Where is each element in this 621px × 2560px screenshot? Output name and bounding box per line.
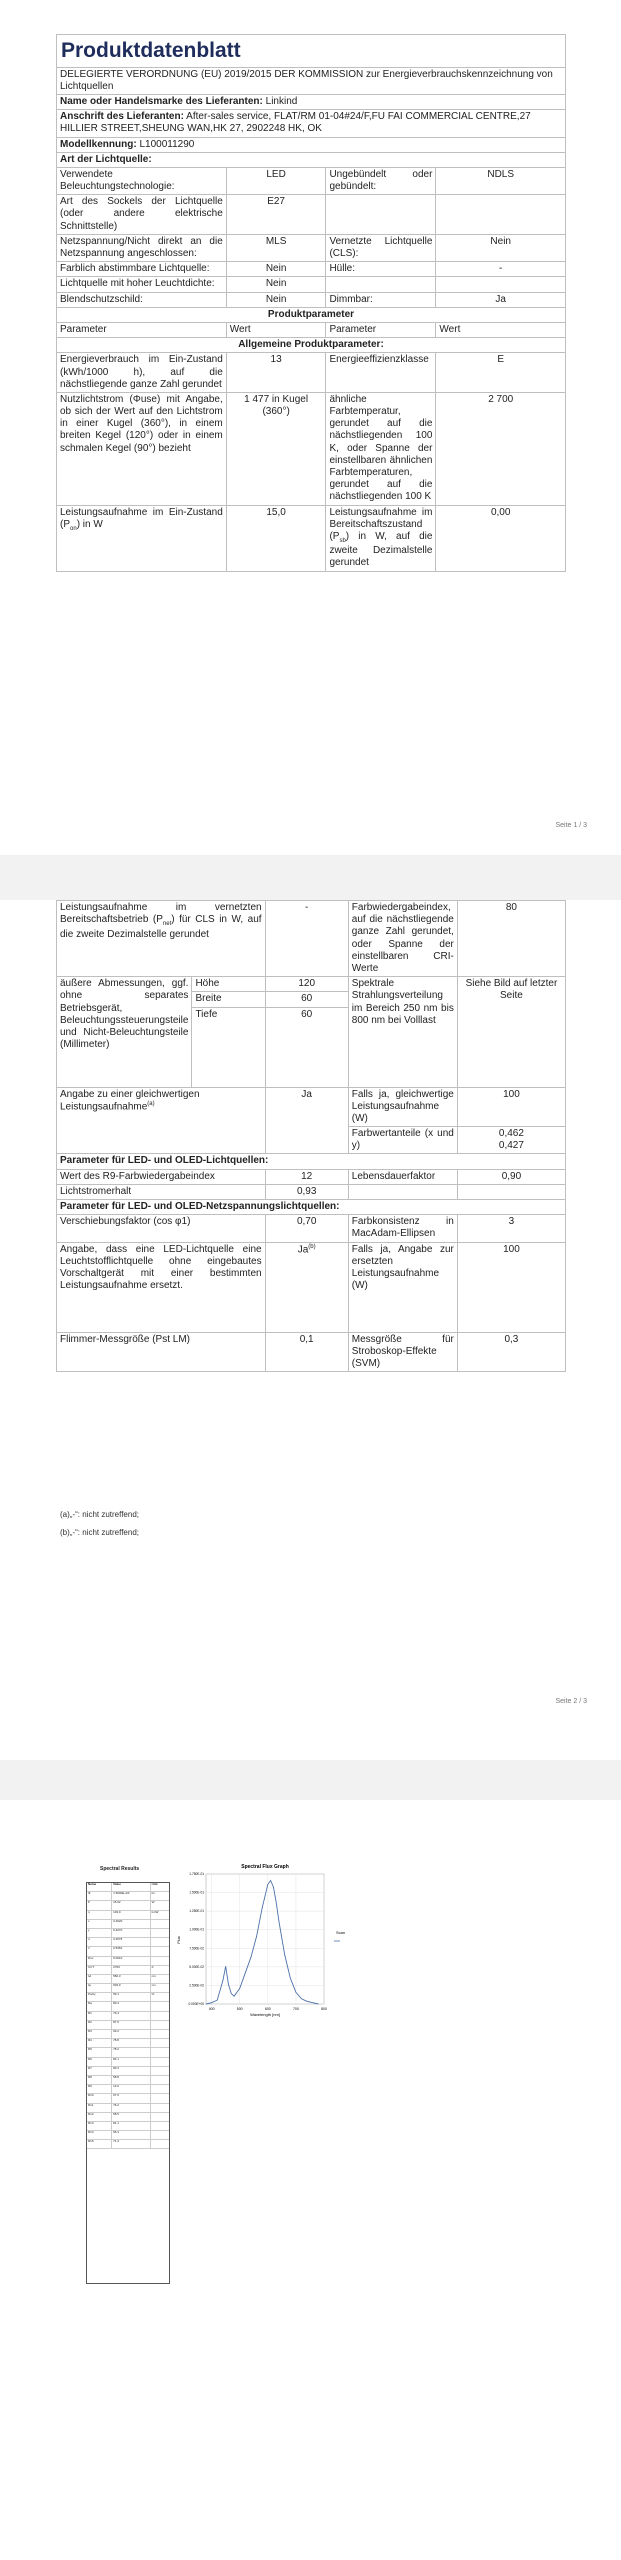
report-cell: R1 bbox=[87, 2012, 112, 2020]
report-cell: nm bbox=[151, 1984, 156, 1988]
datasheet-table-2 bbox=[56, 900, 566, 1372]
x-tick-label: 700 bbox=[292, 2007, 299, 2011]
report-row bbox=[87, 2030, 169, 2039]
data-point bbox=[268, 1884, 269, 1885]
data-point bbox=[276, 1902, 277, 1903]
x-tick-label: 400 bbox=[208, 2007, 215, 2011]
report-cell: R14 bbox=[87, 2131, 112, 2139]
report-row bbox=[87, 1966, 169, 1975]
report-row bbox=[87, 2012, 169, 2021]
report-row bbox=[87, 2131, 169, 2140]
report-cell: 0.4620 bbox=[112, 1920, 151, 1928]
footnote-b: (b)„-“: nicht zutreffend; bbox=[60, 1528, 139, 1537]
report-cell: λp bbox=[87, 1984, 112, 1992]
report-cell: R5 bbox=[87, 2048, 112, 2056]
report-cell: 71.4 bbox=[112, 2140, 151, 2148]
params-heading: Produktparameter bbox=[57, 307, 566, 322]
report-row bbox=[87, 2085, 169, 2094]
data-point bbox=[279, 1922, 280, 1923]
report-header-cell: Unit bbox=[151, 1883, 158, 1886]
report-cell: 1.5600E+03 bbox=[112, 1892, 151, 1900]
x-tick-label: 800 bbox=[321, 2007, 327, 2011]
report-cell: 80.4 bbox=[112, 2002, 151, 2010]
report-row bbox=[87, 1957, 169, 1966]
report-cell: 79.4 bbox=[112, 2012, 151, 2020]
report-cell bbox=[151, 1957, 169, 1965]
type-row: Lichtquelle mit hoher Leuchtdichte: Nein bbox=[57, 277, 566, 292]
y-tick-label: 0.000E+00 bbox=[188, 2002, 204, 2006]
data-point bbox=[234, 1996, 235, 1997]
report-cell: W bbox=[151, 1901, 155, 1905]
report-cell: R11 bbox=[87, 2104, 112, 2112]
report-cell bbox=[151, 2094, 169, 2102]
type-row: Blendschutzschild: Nein Dimmbar: Ja bbox=[57, 292, 566, 307]
data-point bbox=[245, 1973, 246, 1974]
document-title: Produktdatenblatt bbox=[57, 35, 566, 68]
y-tick-label: 1.750E-01 bbox=[189, 1872, 204, 1876]
report-cell: R3 bbox=[87, 2030, 112, 2038]
params-header-row: Parameter Wert Parameter Wert bbox=[57, 322, 566, 337]
report-cell bbox=[151, 2122, 169, 2130]
report-cell: 58.5 bbox=[112, 2113, 151, 2121]
report-cell bbox=[151, 2113, 169, 2121]
report-row bbox=[87, 1947, 169, 1956]
report-cell: % bbox=[151, 1993, 155, 1997]
report-cell: 582.3 bbox=[112, 1975, 151, 1983]
spectral-flux-chart bbox=[170, 1860, 360, 2025]
page-2 bbox=[0, 900, 621, 1760]
data-point bbox=[228, 1984, 229, 1985]
report-cell: 83.3 bbox=[112, 2067, 151, 2075]
param-row: Leistungsaufnahme im Ein-Zustand $(P_{on})$ in W 15,0 Leistungsaufnahme im Bereitschaftszustand $(P_{sb})$ in W, auf die zweite Dezimalstelle gerundet 0,00 bbox=[57, 505, 566, 571]
report-row bbox=[87, 1920, 169, 1929]
report-cell: 0.4270 bbox=[112, 1929, 151, 1937]
footnote-a: (a)„-“: nicht zutreffend; bbox=[60, 1510, 139, 1519]
report-cell: R8 bbox=[87, 2076, 112, 2084]
report-row bbox=[87, 2002, 169, 2011]
data-point bbox=[307, 2001, 308, 2002]
supplier-name-label: Name oder Handelsmarke des Lieferanten: bbox=[60, 95, 263, 107]
data-point bbox=[239, 1988, 240, 1989]
plot-area bbox=[206, 1874, 324, 2004]
general-params-heading: Allgemeine Produktparameter: bbox=[57, 338, 566, 353]
param-row: Verschiebungsfaktor (cos φ1) 0,70 Farbkonsistenz in MacAdam-Ellipsen 3 bbox=[57, 1215, 566, 1242]
param-row: Angabe, dass eine LED-Lichtquelle eine Leuchtstofflichtquelle ohne eingebautes Vorschaltgerät mit einer bestimmten Leistungsaufnahme ersetzt. Ja$^{(b)}$ Falls ja, Angabe zur ersetzten Leistungsaufnahme (W) 100 bbox=[57, 1242, 566, 1332]
report-cell: R6 bbox=[87, 2058, 112, 2066]
report-row bbox=[87, 2048, 169, 2057]
spectral-results-table bbox=[86, 1882, 170, 2284]
report-cell: lm bbox=[151, 1892, 155, 1896]
report-cell: R10 bbox=[87, 2094, 112, 2102]
report-cell: R9 bbox=[87, 2085, 112, 2093]
y-tick-label: 7.500E-02 bbox=[189, 1946, 204, 1951]
report-row bbox=[87, 2122, 169, 2131]
report-row bbox=[87, 1975, 169, 1984]
report-cell: R7 bbox=[87, 2067, 112, 2075]
report-cell: 59.1 bbox=[112, 1993, 151, 2001]
report-cell: R15 bbox=[87, 2140, 112, 2148]
y-tick-label: 1.250E-01 bbox=[189, 1909, 204, 1914]
light-source-type-label: Art der Lichtquelle: bbox=[57, 152, 566, 167]
report-cell: R2 bbox=[87, 2021, 112, 2029]
report-cell: η bbox=[87, 1911, 112, 1919]
report-row bbox=[87, 2039, 169, 2048]
report-cell: R12 bbox=[87, 2113, 112, 2121]
report-cell: CCT bbox=[87, 1966, 112, 1974]
report-cell: 87.5 bbox=[112, 2021, 151, 2029]
mains-params-heading: Parameter für LED- und OLED-Netzspannungslichtquellen: bbox=[57, 1200, 566, 1215]
report-cell bbox=[151, 1929, 169, 1937]
report-row bbox=[87, 1901, 169, 1910]
report-cell bbox=[151, 2076, 169, 2084]
report-cell: 84.1 bbox=[112, 2058, 151, 2066]
report-row bbox=[87, 1993, 169, 2002]
y-tick-label: 1.500E-01 bbox=[189, 1890, 204, 1895]
report-row bbox=[87, 2094, 169, 2103]
supplier-name: Linkind bbox=[265, 95, 298, 107]
y-tick-labels bbox=[188, 1872, 204, 2006]
type-row: Netzspannung/Nicht direkt an die Netzspannung angeschlossen: MLS Vernetzte Lichtquelle (CLS): Nein bbox=[57, 234, 566, 261]
report-row bbox=[87, 1984, 169, 1993]
report-cell bbox=[151, 2002, 169, 2010]
chart-title: Spectral Flux Graph bbox=[241, 1864, 289, 1870]
param-row: Lichtstromerhalt 0,93 bbox=[57, 1184, 566, 1199]
y-axis-label: Flux bbox=[176, 1936, 181, 1944]
param-row: Breite 60 bbox=[57, 992, 566, 1007]
datasheet-table-1 bbox=[56, 34, 566, 572]
report-cell: 15.02 bbox=[112, 1901, 151, 1909]
report-row bbox=[87, 2021, 169, 2030]
report-cell: P bbox=[87, 1901, 112, 1909]
report-cell bbox=[151, 2085, 169, 2093]
param-row: Energieverbrauch im Ein-Zustand (kWh/1000 h), auf die nächstliegende ganze Zahl gerundet 13 Energieeffizienzklasse E bbox=[57, 353, 566, 393]
y-tick-label: 2.500E-02 bbox=[189, 1983, 204, 1988]
report-cell: Duv bbox=[87, 1957, 112, 1965]
param-row: Leistungsaufnahme im vernetzten Bereitschaftsbetrieb $(P_{net})$ für CLS in W, auf die zweite Dezimalstelle gerundet - Farbwiedergabeindex, auf die nächstliegende ganze Zahl gerundet, oder Spanne der einstellbaren CRI-Werte 80 bbox=[57, 901, 566, 977]
data-point bbox=[290, 1978, 291, 1979]
report-cell: 12.0 bbox=[112, 2085, 151, 2093]
x-tick-label: 500 bbox=[236, 2007, 243, 2011]
report-cell: 67.6 bbox=[112, 2094, 151, 2102]
model-value: L100011290 bbox=[139, 138, 195, 150]
report-cell: u' bbox=[87, 1938, 112, 1946]
model-label: Modellkennung: bbox=[60, 138, 137, 150]
report-cell: 0.5352 bbox=[112, 1947, 151, 1955]
report-cell bbox=[151, 2067, 169, 2075]
report-cell bbox=[151, 2012, 169, 2020]
report-cell: 76.2 bbox=[112, 2104, 151, 2112]
report-row bbox=[87, 2058, 169, 2067]
x-tick-label: 600 bbox=[264, 2007, 271, 2011]
report-row bbox=[87, 2104, 169, 2113]
param-row: Tiefe 60 bbox=[57, 1007, 566, 1087]
data-point bbox=[296, 1992, 297, 1993]
report-cell: Ra bbox=[87, 2002, 112, 2010]
data-point bbox=[231, 1993, 232, 1994]
data-point bbox=[273, 1887, 274, 1888]
report-cell: R13 bbox=[87, 2122, 112, 2130]
report-cell bbox=[151, 2030, 169, 2038]
report-cell: 96.4 bbox=[112, 2131, 151, 2139]
param-row: Wert des R9-Farbwiedergabeindex 12 Lebensdauerfaktor 0,90 bbox=[57, 1169, 566, 1184]
report-cell: Purity bbox=[87, 1993, 112, 2001]
data-point bbox=[251, 1957, 252, 1958]
data-point bbox=[223, 1980, 224, 1981]
param-row: Flimmer-Messgröße (Pst LM) 0,1 Messgröße für Stroboskop-Effekte (SVM) 0,3 bbox=[57, 1332, 566, 1372]
report-header-row bbox=[87, 1883, 169, 1892]
report-header-cell: Name bbox=[87, 1883, 112, 1891]
report-title: Spectral Results bbox=[100, 1866, 140, 1872]
data-point bbox=[256, 1936, 257, 1937]
report-cell: lm/W bbox=[151, 1910, 159, 1914]
report-cell: x bbox=[87, 1920, 112, 1928]
report-row bbox=[87, 2113, 169, 2122]
supplier-address-label: Anschrift des Lieferanten: bbox=[60, 111, 184, 123]
type-row: Art des Sockels der Lichtquelle (oder andere elektrische Schnittstelle) E27 bbox=[57, 195, 566, 235]
regulation-text: DELEGIERTE VERORDNUNG (EU) 2019/2015 DER KOMMISSION zur Energieverbrauchskennzeichnung von Lichtquellen bbox=[57, 67, 566, 94]
type-row: Farblich abstimmbare Lichtquelle: Nein Hülle: - bbox=[57, 262, 566, 277]
type-row: Verwendete Beleuchtungstechnologie: LED Ungebündelt oder gebündelt: NDLS bbox=[57, 167, 566, 194]
report-cell bbox=[151, 1947, 169, 1955]
x-axis-label: Wavelength [nm] bbox=[250, 2012, 280, 2017]
report-header-cell: Value bbox=[112, 1883, 151, 1891]
report-cell: λd bbox=[87, 1975, 112, 1983]
page-1 bbox=[0, 0, 621, 855]
page-number: Seite 2 / 3 bbox=[555, 1698, 587, 1705]
report-cell: 2700 bbox=[112, 1966, 151, 1974]
report-cell: 0.0010 bbox=[112, 1957, 151, 1965]
report-cell bbox=[151, 2058, 169, 2066]
legend-label: Scan bbox=[336, 1930, 346, 1935]
data-point bbox=[270, 1880, 271, 1881]
report-cell bbox=[151, 1938, 169, 1946]
report-cell: 0.2576 bbox=[112, 1938, 151, 1946]
data-point bbox=[284, 1954, 285, 1955]
param-row: Nutzlichtstrom (Φuse) mit Angabe, ob sich der Wert auf den Lichtstrom in einer Kugel (360°), in einem breiten Kegel (120°) oder in einem schmalen Kegel (90°) bezieht 1 477 in Kugel (360°) ähnliche Farbtemperatur, gerundet auf die nächstliegenden 100 K, oder Spanne der einstellbaren ähnlichen Farbtemperaturen, gerundet auf die nächstliegenden 100 K 2 700 bbox=[57, 392, 566, 505]
report-cell: 81.1 bbox=[112, 2122, 151, 2130]
data-point bbox=[211, 2002, 212, 2003]
report-cell: 103.9 bbox=[112, 1911, 151, 1919]
report-cell: v' bbox=[87, 1947, 112, 1955]
report-cell: y bbox=[87, 1929, 112, 1937]
report-cell: R4 bbox=[87, 2039, 112, 2047]
param-row: äußere Abmessungen, ggf. ohne separates Betriebsgerät, Beleuchtungssteuerungsteile und Nicht-Beleuchtungsteile (Millimeter) Höhe 120 Spektrale Strahlungsverteilung im Bereich 250 nm bis 800 nm bei Volllast Siehe Bild auf letzter Seite bbox=[57, 977, 566, 992]
data-point bbox=[217, 2000, 218, 2001]
report-cell bbox=[151, 1920, 169, 1928]
supplier-address: After-sales service, FLAT/RM 01-04#24/F,FU FAI COMMERCIAL CENTRE,27 HILLIER STREET,SHEUNG WAN,HK 27, 2902248 HK, OK bbox=[60, 111, 531, 135]
x-tick-labels bbox=[209, 2007, 327, 2011]
report-cell: 93.2 bbox=[112, 2030, 151, 2038]
data-point bbox=[262, 1908, 263, 1909]
param-row: Farbwertanteile (x und y) 0,462 0,427 bbox=[57, 1127, 566, 1154]
report-cell: 78.2 bbox=[112, 2048, 151, 2056]
page-number: Seite 1 / 3 bbox=[555, 822, 587, 829]
data-point bbox=[225, 1966, 226, 1967]
led-params-heading: Parameter für LED- und OLED-Lichtquellen: bbox=[57, 1154, 566, 1169]
report-row bbox=[87, 1938, 169, 1947]
data-point bbox=[312, 2002, 313, 2003]
report-row bbox=[87, 1929, 169, 1938]
report-row bbox=[87, 2076, 169, 2085]
report-row bbox=[87, 1911, 169, 1920]
report-row bbox=[87, 2140, 169, 2149]
report-cell bbox=[151, 2131, 169, 2139]
report-cell bbox=[151, 2039, 169, 2047]
report-cell bbox=[151, 2021, 169, 2029]
report-cell: 58.8 bbox=[112, 2076, 151, 2084]
report-cell bbox=[151, 2104, 169, 2112]
report-cell: 78.8 bbox=[112, 2039, 151, 2047]
param-row: Angabe zu einer gleichwertigen Leistungsaufnahme$^{(a)}$ Ja Falls ja, gleichwertige Leistungsaufnahme (W) 100 bbox=[57, 1087, 566, 1127]
data-point bbox=[206, 2004, 207, 2005]
report-cell: 603.0 bbox=[112, 1984, 151, 1992]
report-row bbox=[87, 2067, 169, 2076]
report-cell bbox=[151, 2140, 169, 2148]
report-cell: K bbox=[151, 1965, 154, 1969]
data-point bbox=[301, 1999, 302, 2000]
report-cell bbox=[151, 2048, 169, 2056]
y-tick-label: 5.000E-02 bbox=[189, 1964, 204, 1969]
report-row bbox=[87, 1892, 169, 1901]
report-cell: Φ bbox=[87, 1892, 112, 1900]
y-tick-label: 1.000E-01 bbox=[189, 1927, 204, 1932]
data-point bbox=[318, 2004, 319, 2005]
report-cell: nm bbox=[151, 1974, 156, 1978]
